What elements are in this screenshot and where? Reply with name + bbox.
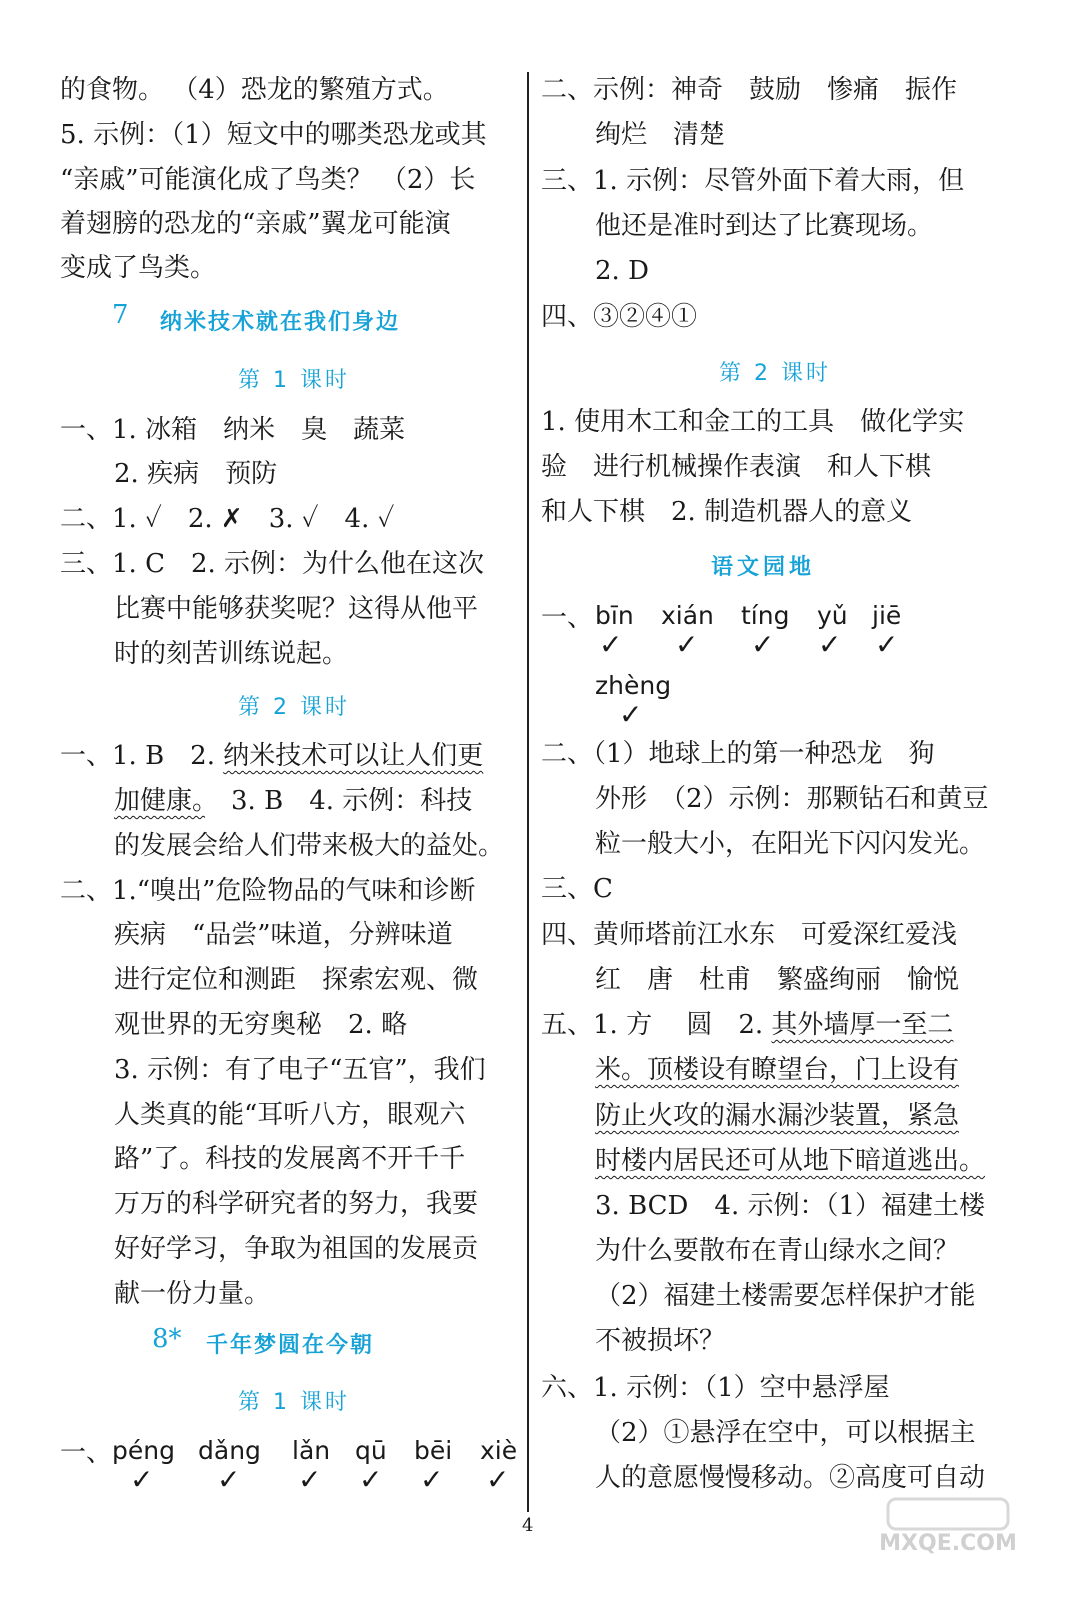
answer-text: 3. B 4. 示例：科技 bbox=[205, 786, 473, 816]
text-line bbox=[595, 1099, 959, 1133]
pinyin: bīn bbox=[595, 601, 634, 630]
text-line: 2. D bbox=[595, 256, 649, 286]
text-line: 路”了。科技的发展离不开千千 bbox=[114, 1144, 466, 1174]
text-line: 人的意愿慢慢移动。②高度可自动 bbox=[595, 1463, 986, 1493]
text-line: 验 进行机械操作表演 和人下棋 bbox=[541, 452, 932, 482]
pinyin: bēi bbox=[414, 1436, 453, 1465]
text-line: 3. 示例：有了电子“五官”，我们 bbox=[114, 1055, 486, 1085]
text-line: 着翅膀的恐龙的“亲戚”翼龙可能演 bbox=[60, 209, 451, 239]
lesson-7-period-1: 第 1 课时 bbox=[238, 368, 350, 393]
text-line: 进行定位和测距 探索宏观、微 bbox=[114, 965, 479, 995]
check-icon: ✓ bbox=[420, 1463, 444, 1496]
pinyin: dǎng bbox=[198, 1436, 261, 1465]
check-icon: ✓ bbox=[217, 1463, 241, 1496]
check-icon: ✓ bbox=[751, 628, 775, 661]
lesson-8-number: 8* bbox=[152, 1324, 182, 1354]
text-line: 绚烂 清楚 bbox=[595, 120, 726, 150]
text-line: 3. BCD 4. 示例：（1）福建土楼 bbox=[595, 1191, 986, 1221]
text-line: 5. 示例：（1）短文中的哪类恐龙或其 bbox=[60, 120, 487, 150]
check-icon: ✓ bbox=[486, 1463, 510, 1496]
pinyin: zhèng bbox=[595, 671, 672, 700]
underlined-answer: 纳米技术可以让人们更 bbox=[223, 741, 484, 771]
section-period-2: 第 2 课时 bbox=[719, 361, 831, 386]
text-line: 不被损坏？ bbox=[595, 1326, 726, 1356]
pinyin: xiè bbox=[480, 1436, 518, 1465]
underlined-answer: 其外墙厚一至二 bbox=[771, 1010, 954, 1040]
text-line: （2）福建土楼需要怎样保护才能 bbox=[595, 1281, 976, 1311]
text-line: 观世界的无穷奥秘 2. 略 bbox=[114, 1010, 408, 1040]
page-number: 4 bbox=[522, 1515, 534, 1536]
garden-title: 语文园地 bbox=[711, 555, 816, 580]
check-icon: ✓ bbox=[599, 628, 623, 661]
text-line: 的食物。 （4）恐龙的繁殖方式。 bbox=[60, 75, 449, 105]
text-line: （2）①悬浮在空中，可以根据主 bbox=[595, 1418, 976, 1448]
text-line: “亲戚”可能演化成了鸟类？ （2）长 bbox=[60, 165, 476, 195]
text-line: 他还是准时到达了比赛现场。 bbox=[595, 211, 934, 241]
lesson-7-period-2: 第 2 课时 bbox=[238, 695, 350, 720]
check-icon: ✓ bbox=[675, 628, 699, 661]
underlined-answer: 加健康。 bbox=[114, 786, 206, 816]
answer-prefix: 一、1. B 2. bbox=[60, 741, 224, 771]
pinyin: péng bbox=[112, 1436, 175, 1465]
text-line: 疾病 “品尝”味道，分辨味道 bbox=[114, 920, 453, 950]
text-line: 三、1. 示例：尽管外面下着大雨，但 bbox=[541, 166, 965, 196]
text-line: 和人下棋 2. 制造机器人的意义 bbox=[541, 497, 913, 527]
underlined-answer: 时楼内居民还可从地下暗道逃出。 bbox=[595, 1146, 986, 1176]
watermark-text: MXQE.COM bbox=[879, 1531, 1017, 1555]
pinyin: xián bbox=[661, 601, 714, 630]
text-line: 2. 疾病 预防 bbox=[114, 459, 278, 489]
lesson-7-number: 7 bbox=[112, 300, 129, 330]
text-line bbox=[595, 1053, 959, 1087]
text-line: 三、1. C 2. 示例：为什么他在这次 bbox=[60, 549, 485, 579]
text-line: 三、C bbox=[541, 874, 613, 904]
pinyin: jiē bbox=[872, 601, 902, 630]
text-line: 红 唐 杜甫 繁盛绚丽 愉悦 bbox=[595, 965, 960, 995]
text-line: 二、示例：神奇 鼓励 惨痛 振作 bbox=[541, 75, 958, 105]
text-line: 二、（1）地球上的第一种恐龙 狗 bbox=[541, 739, 935, 769]
text-line: 为什么要散布在青山绿水之间？ bbox=[595, 1236, 960, 1266]
check-icon: ✓ bbox=[875, 628, 899, 661]
check-icon: ✓ bbox=[818, 628, 842, 661]
pinyin: yǔ bbox=[817, 601, 848, 630]
text-line bbox=[595, 1144, 985, 1178]
text-line: 四、黄师塔前江水东 可爱深红爱浅 bbox=[541, 920, 958, 950]
pinyin: tíng bbox=[741, 601, 790, 630]
watermark-icon bbox=[848, 1495, 1048, 1555]
check-icon: ✓ bbox=[359, 1463, 383, 1496]
pinyin: lǎn bbox=[292, 1436, 331, 1465]
text-line: 外形 （2）示例：那颗钻石和黄豆 bbox=[595, 784, 989, 814]
column-divider bbox=[527, 72, 529, 1512]
check-icon: ✓ bbox=[130, 1463, 154, 1496]
text-line: 粒一般大小，在阳光下闪闪发光。 bbox=[595, 829, 986, 859]
check-icon: ✓ bbox=[619, 698, 643, 731]
text-line: 1. 使用木工和金工的工具 做化学实 bbox=[541, 407, 965, 437]
text-line: 六、1. 示例：（1）空中悬浮屋 bbox=[541, 1373, 890, 1403]
text-line: 人类真的能“耳听八方，眼观六 bbox=[114, 1100, 466, 1130]
lesson-8-title: 千年梦圆在今朝 bbox=[206, 1333, 375, 1358]
underlined-answer: 米。顶楼设有瞭望台，门上设有 bbox=[595, 1055, 960, 1085]
lesson-7-title: 纳米技术就在我们身边 bbox=[160, 310, 401, 335]
answer-prefix: 五、1. 方 圆 2. bbox=[541, 1010, 772, 1040]
text-line: 时的刻苦训练说起。 bbox=[114, 639, 349, 669]
text-line: 一、1. 冰箱 纳米 臭 蔬菜 bbox=[60, 415, 406, 445]
text-line: 万万的科学研究者的努力，我要 bbox=[114, 1189, 479, 1219]
text-line bbox=[114, 784, 472, 818]
text-line: 的发展会给人们带来极大的益处。 bbox=[114, 831, 505, 861]
text-line: 好好学习，争取为祖国的发展贡 bbox=[114, 1234, 479, 1264]
text-line: 一、 bbox=[60, 1438, 113, 1468]
watermark-logo bbox=[848, 1495, 1048, 1555]
text-line: 二、1.“嗅出”危险物品的气味和诊断 bbox=[60, 876, 476, 906]
text-line: 变成了鸟类。 bbox=[60, 253, 217, 283]
text-line bbox=[60, 739, 483, 773]
text-line bbox=[541, 1008, 953, 1042]
underlined-answer: 防止火攻的漏水漏沙装置，紧急 bbox=[595, 1101, 960, 1131]
text-line: 二、1. ✓ 2. ✗ 3. ✓ 4. ✓ bbox=[60, 504, 395, 534]
text-line: 四、③②④① bbox=[541, 302, 698, 332]
text-line: 一、 bbox=[541, 603, 594, 633]
lesson-8-period-1: 第 1 课时 bbox=[238, 1390, 350, 1415]
text-line: 比赛中能够获奖呢？这得从他平 bbox=[114, 594, 479, 624]
pinyin: qū bbox=[355, 1436, 387, 1465]
check-icon: ✓ bbox=[298, 1463, 322, 1496]
text-line: 献一份力量。 bbox=[114, 1279, 271, 1309]
